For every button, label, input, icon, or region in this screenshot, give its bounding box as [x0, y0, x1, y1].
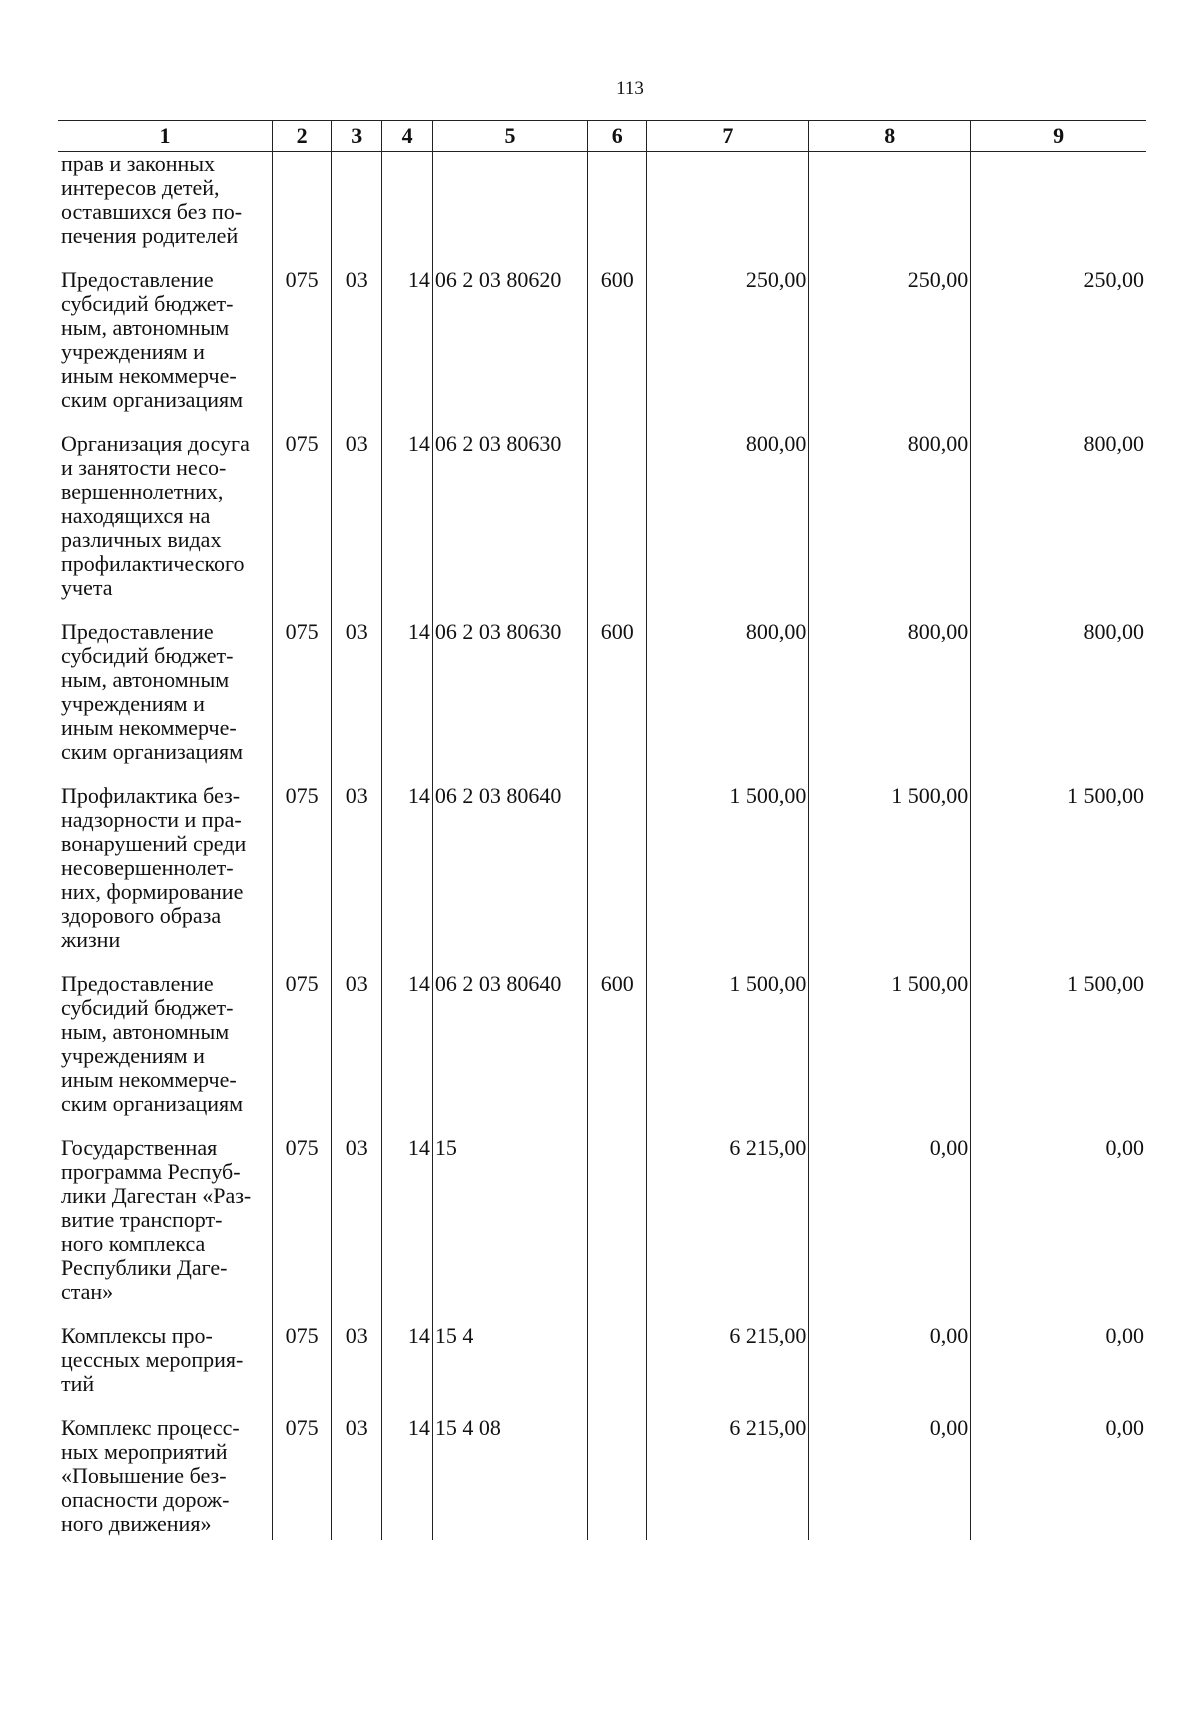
table-row [58, 784, 1146, 952]
page-number: 113 [616, 78, 644, 99]
table-body [58, 152, 1146, 1541]
budget-table [58, 120, 1146, 1540]
row-expense-type: 600 [588, 268, 647, 412]
row-amount-col9: 0,00 [971, 1324, 1146, 1396]
row-expense-type [588, 1136, 647, 1304]
row-name: Комплекс процесс- ных мероприятий «Повышение без- опасности дорож- ного движения» [61, 1415, 240, 1536]
spacer-cell [58, 952, 273, 972]
row-subsection-code: 14 [382, 432, 432, 600]
row-amount-col8: 0,00 [809, 1136, 971, 1304]
row-amount-col7: 800,00 [647, 620, 809, 764]
row-expense-type [588, 1324, 647, 1396]
spacer-cell [58, 412, 273, 432]
spacer-cell [332, 1116, 382, 1136]
spacer-cell [647, 600, 809, 620]
row-spacer [58, 1536, 1146, 1540]
row-subsection-code [382, 152, 432, 249]
row-expense-type [588, 152, 647, 249]
spacer-cell [382, 1116, 432, 1136]
spacer-cell [971, 412, 1146, 432]
row-section-code: 03 [332, 1324, 382, 1396]
row-spacer [58, 1116, 1146, 1136]
spacer-cell [971, 1116, 1146, 1136]
row-target-article: 06 2 03 80630 [432, 620, 587, 764]
spacer-cell [432, 1304, 587, 1324]
row-target-article: 06 2 03 80640 [432, 784, 587, 952]
row-name: Профилактика без- надзорности и пра- вонарушений среди несовершеннолет- них, формирование здорового образа жизни [61, 783, 247, 952]
spacer-cell [809, 952, 971, 972]
spacer-cell [332, 1536, 382, 1540]
row-name: Государственная программа Респуб- лики Дагестан «Раз- витие транспорт- ного комплекса Республики Даге- стан» [61, 1135, 252, 1304]
table-row [58, 972, 1146, 1116]
col-header-3: 3 [332, 121, 382, 152]
row-spacer [58, 764, 1146, 784]
row-name: Предоставление субсидий бюджет- ным, автономным учреждениям и иным некоммерче- ским организациям [61, 619, 244, 764]
spacer-cell [273, 412, 332, 432]
row-grbs-code: 075 [273, 620, 332, 764]
spacer-cell [588, 1536, 647, 1540]
row-subsection-code: 14 [382, 1416, 432, 1536]
spacer-cell [332, 1304, 382, 1324]
row-amount-col9: 1 500,00 [971, 972, 1146, 1116]
row-subsection-code: 14 [382, 972, 432, 1116]
spacer-cell [971, 1304, 1146, 1324]
row-amount-col7: 800,00 [647, 432, 809, 600]
spacer-cell [809, 1396, 971, 1416]
spacer-cell [382, 1304, 432, 1324]
spacer-cell [588, 1304, 647, 1324]
row-amount-col8: 800,00 [809, 432, 971, 600]
spacer-cell [647, 412, 809, 432]
spacer-cell [588, 248, 647, 268]
spacer-cell [273, 952, 332, 972]
row-name: Комплексы про- цессных мероприя- тий [61, 1323, 244, 1396]
row-target-article: 06 2 03 80630 [432, 432, 587, 600]
row-section-code: 03 [332, 972, 382, 1116]
spacer-cell [273, 1536, 332, 1540]
spacer-cell [971, 952, 1146, 972]
row-section-code: 03 [332, 620, 382, 764]
row-amount-col9: 0,00 [971, 1136, 1146, 1304]
row-section-code: 03 [332, 432, 382, 600]
spacer-cell [809, 764, 971, 784]
row-amount-col9: 800,00 [971, 432, 1146, 600]
spacer-cell [382, 412, 432, 432]
col-header-6: 6 [588, 121, 647, 152]
spacer-cell [332, 952, 382, 972]
row-amount-col7: 250,00 [647, 268, 809, 412]
table-row [58, 1136, 1146, 1304]
row-subsection-code: 14 [382, 620, 432, 764]
table-row [58, 1324, 1146, 1396]
spacer-cell [647, 1116, 809, 1136]
col-header-1: 1 [58, 121, 273, 152]
row-amount-col7: 6 215,00 [647, 1324, 809, 1396]
spacer-cell [647, 764, 809, 784]
spacer-cell [273, 1304, 332, 1324]
row-section-code: 03 [332, 268, 382, 412]
col-header-4: 4 [382, 121, 432, 152]
spacer-cell [332, 600, 382, 620]
row-spacer [58, 1396, 1146, 1416]
row-name: Предоставление субсидий бюджет- ным, автономным учреждениям и иным некоммерче- ским организациям [61, 971, 244, 1116]
row-grbs-code: 075 [273, 1416, 332, 1536]
row-subsection-code: 14 [382, 1136, 432, 1304]
spacer-cell [971, 764, 1146, 784]
table-row [58, 432, 1146, 600]
row-name: прав и законных интересов детей, оставшихся без по- печения родителей [61, 151, 243, 248]
row-target-article [432, 152, 587, 249]
col-header-9: 9 [971, 121, 1146, 152]
spacer-cell [332, 248, 382, 268]
spacer-cell [382, 1536, 432, 1540]
spacer-cell [332, 1396, 382, 1416]
row-target-article: 15 4 08 [432, 1416, 587, 1536]
spacer-cell [647, 1304, 809, 1324]
col-header-8: 8 [809, 121, 971, 152]
spacer-cell [58, 248, 273, 268]
table-row [58, 620, 1146, 764]
spacer-cell [332, 412, 382, 432]
spacer-cell [58, 1304, 273, 1324]
row-target-article: 06 2 03 80640 [432, 972, 587, 1116]
spacer-cell [971, 1396, 1146, 1416]
spacer-cell [432, 952, 587, 972]
row-target-article: 15 4 [432, 1324, 587, 1396]
spacer-cell [588, 1116, 647, 1136]
row-amount-col7: 6 215,00 [647, 1136, 809, 1304]
table-row [58, 1416, 1146, 1536]
row-grbs-code [273, 152, 332, 249]
spacer-cell [809, 600, 971, 620]
row-section-code: 03 [332, 784, 382, 952]
row-amount-col8: 800,00 [809, 620, 971, 764]
row-expense-type: 600 [588, 620, 647, 764]
row-grbs-code: 075 [273, 432, 332, 600]
spacer-cell [273, 764, 332, 784]
row-name: Организация досуга и занятости несо- вершеннолетних, находящихся на различных видах профилактического учета [61, 431, 250, 600]
spacer-cell [647, 248, 809, 268]
spacer-cell [273, 248, 332, 268]
spacer-cell [382, 248, 432, 268]
row-amount-col9: 800,00 [971, 620, 1146, 764]
row-spacer [58, 952, 1146, 972]
spacer-cell [809, 1536, 971, 1540]
row-section-code: 03 [332, 1416, 382, 1536]
row-amount-col8: 1 500,00 [809, 784, 971, 952]
spacer-cell [647, 1536, 809, 1540]
row-amount-col7: 1 500,00 [647, 972, 809, 1116]
spacer-cell [273, 600, 332, 620]
row-spacer [58, 412, 1146, 432]
row-target-article: 06 2 03 80620 [432, 268, 587, 412]
spacer-cell [432, 1116, 587, 1136]
spacer-cell [588, 764, 647, 784]
row-amount-col8: 0,00 [809, 1324, 971, 1396]
col-header-7: 7 [647, 121, 809, 152]
spacer-cell [382, 952, 432, 972]
spacer-cell [332, 764, 382, 784]
row-target-article: 15 [432, 1136, 587, 1304]
row-section-code: 03 [332, 1136, 382, 1304]
spacer-cell [432, 1396, 587, 1416]
spacer-cell [588, 1396, 647, 1416]
spacer-cell [647, 1396, 809, 1416]
table-row [58, 268, 1146, 412]
spacer-cell [432, 600, 587, 620]
spacer-cell [588, 952, 647, 972]
col-header-5: 5 [432, 121, 587, 152]
spacer-cell [971, 248, 1146, 268]
spacer-cell [971, 1536, 1146, 1540]
row-spacer [58, 1304, 1146, 1324]
spacer-cell [58, 764, 273, 784]
row-spacer [58, 248, 1146, 268]
spacer-cell [382, 764, 432, 784]
row-amount-col7: 1 500,00 [647, 784, 809, 952]
col-header-2: 2 [273, 121, 332, 152]
row-grbs-code: 075 [273, 972, 332, 1116]
row-expense-type: 600 [588, 972, 647, 1116]
row-amount-col7 [647, 152, 809, 249]
row-name: Предоставление субсидий бюджет- ным, автономным учреждениям и иным некоммерче- ским организациям [61, 267, 244, 412]
row-subsection-code: 14 [382, 1324, 432, 1396]
spacer-cell [432, 764, 587, 784]
row-amount-col8: 0,00 [809, 1416, 971, 1536]
row-subsection-code: 14 [382, 268, 432, 412]
spacer-cell [58, 1396, 273, 1416]
row-grbs-code: 075 [273, 1324, 332, 1396]
spacer-cell [432, 1536, 587, 1540]
row-amount-col8: 1 500,00 [809, 972, 971, 1116]
spacer-cell [58, 1536, 273, 1540]
spacer-cell [971, 600, 1146, 620]
table-row [58, 152, 1146, 249]
spacer-cell [809, 412, 971, 432]
spacer-cell [809, 1304, 971, 1324]
row-grbs-code: 075 [273, 268, 332, 412]
spacer-cell [432, 412, 587, 432]
row-amount-col7: 6 215,00 [647, 1416, 809, 1536]
row-amount-col9: 250,00 [971, 268, 1146, 412]
row-section-code [332, 152, 382, 249]
row-expense-type [588, 432, 647, 600]
row-amount-col9: 1 500,00 [971, 784, 1146, 952]
spacer-cell [382, 1396, 432, 1416]
row-grbs-code: 075 [273, 1136, 332, 1304]
row-amount-col9: 0,00 [971, 1416, 1146, 1536]
spacer-cell [273, 1396, 332, 1416]
row-amount-col8 [809, 152, 971, 249]
row-expense-type [588, 784, 647, 952]
spacer-cell [273, 1116, 332, 1136]
row-spacer [58, 600, 1146, 620]
spacer-cell [647, 952, 809, 972]
row-amount-col9 [971, 152, 1146, 249]
spacer-cell [588, 412, 647, 432]
header-row [58, 121, 1146, 152]
row-amount-col8: 250,00 [809, 268, 971, 412]
row-grbs-code: 075 [273, 784, 332, 952]
spacer-cell [382, 600, 432, 620]
spacer-cell [58, 1116, 273, 1136]
row-expense-type [588, 1416, 647, 1536]
spacer-cell [809, 1116, 971, 1136]
spacer-cell [809, 248, 971, 268]
spacer-cell [432, 248, 587, 268]
spacer-cell [588, 600, 647, 620]
spacer-cell [58, 600, 273, 620]
row-subsection-code: 14 [382, 784, 432, 952]
